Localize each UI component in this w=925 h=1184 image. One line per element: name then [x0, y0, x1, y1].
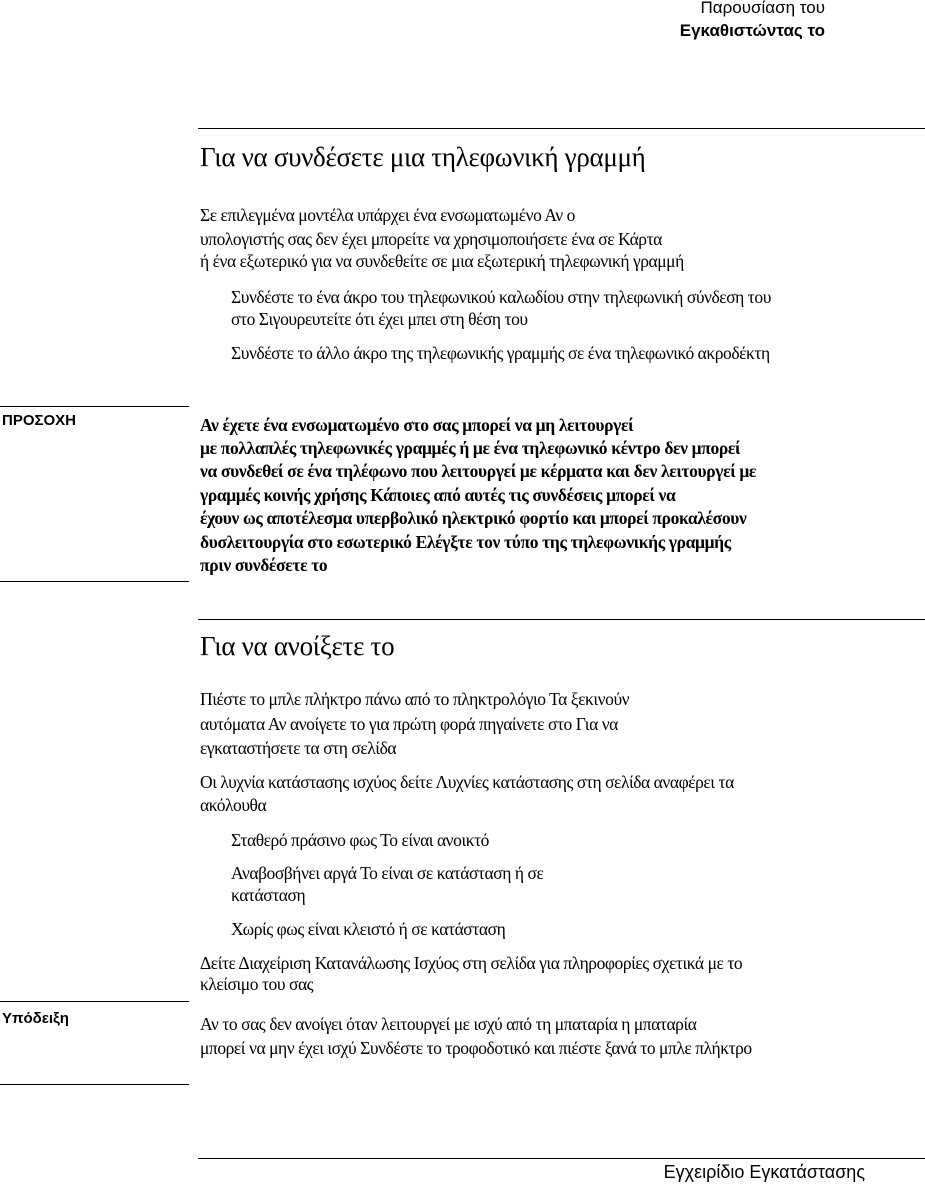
list-item: κατάσταση [231, 885, 306, 905]
caution-line: να συνδεθεί σε ένα τηλέφωνο που λειτουργεί με κέρματα και δεν λειτουργεί με [200, 461, 757, 481]
step-line: στο Σιγουρευτείτε ότι έχει μπει στη θέση του [231, 309, 528, 329]
hint-line: μπορεί να μην έχει ισχύ Συνδέστε το τροφοδοτικό και πιέστε ξανά το μπλε πλήκτρο [200, 1038, 752, 1058]
paragraph-line: Πιέστε το μπλε πλήκτρο πάνω από το πληκτρολόγιο Τα ξεκινούν [200, 689, 630, 709]
section-heading: Για να ανοίξετε το [200, 631, 395, 661]
caution-line: Αν έχετε ένα ενσωματωμένο στο σας μπορεί να μη λειτουργεί [200, 415, 634, 435]
caution-line: με πολλαπλές τηλεφωνικές γραμμές ή με ένα τηλεφωνικό κέντρο δεν μπορεί [200, 438, 741, 458]
caution-line: γραμμές κοινής χρήσης Κάποιες από αυτές τις συνδέσεις μπορεί να [200, 485, 676, 505]
running-header-chapter: Εγκαθιστώντας το [679, 21, 825, 40]
hint-line: Αν το σας δεν ανοίγει όταν λειτουργεί με ισχύ από τη μπαταρία η μπαταρία [200, 1014, 697, 1034]
list-item: Αναβοσβήνει αργά Το είναι σε κατάσταση ή σε [231, 863, 544, 883]
caution-line: έχουν ως αποτέλεσμα υπερβολικό ηλεκτρικό φορτίο και μπορεί προκαλέσουν [200, 508, 747, 528]
paragraph-line: εγκαταστήσετε τα στη σελίδα [200, 738, 397, 758]
paragraph-line: ή ένα εξωτερικό για να συνδεθείτε σε μια εξωτερική τηλεφωνική γραμμή [200, 251, 684, 271]
caution-bottom-rule [0, 581, 189, 582]
paragraph-line: κλείσιμο του σας [200, 974, 314, 994]
list-item: Σταθερό πράσινο φως Το είναι ανοικτό [231, 830, 489, 850]
caution-line: δυσλειτουργία στο εσωτερικό Ελέγξτε τον τύπο της τηλεφωνικής γραμμής [200, 532, 731, 552]
caution-label: ΠΡΟΣΟΧΗ [2, 412, 77, 429]
hint-label: Υπόδειξη [2, 1010, 69, 1027]
hint-top-rule [0, 1001, 189, 1002]
step-line: Συνδέστε το ένα άκρο του τηλεφωνικού καλωδίου στην τηλεφωνική σύνδεση του [231, 287, 771, 307]
footer-title: Εγχειρίδιο Εγκατάστασης [663, 1162, 865, 1182]
paragraph-line: ακόλουθα [200, 795, 267, 815]
hint-bottom-rule [0, 1084, 189, 1085]
section-heading: Για να συνδέσετε μια τηλεφωνική γραμμή [200, 142, 646, 172]
list-item: Χωρίς φως είναι κλειστό ή σε κατάσταση [231, 919, 506, 939]
paragraph-line: υπολογιστής σας δεν έχει μπορείτε να χρησιμοποιήσετε ένα σε Κάρτα [200, 229, 662, 249]
paragraph-line: Δείτε Διαχείριση Κατανάλωσης Ισχύος στη σελίδα για πληροφορίες σχετικά με το [200, 953, 743, 973]
paragraph-line: Σε επιλεγμένα μοντέλα υπάρχει ένα ενσωματωμένο Αν ο [200, 205, 575, 225]
section-rule [198, 619, 925, 620]
section-rule [198, 128, 925, 129]
step-line: Συνδέστε το άλλο άκρο της τηλεφωνικής γραμμής σε ένα τηλεφωνικό ακροδέκτη [231, 343, 770, 363]
paragraph-line: Οι λυχνία κατάστασης ισχύος δείτε Λυχνίες κατάστασης στη σελίδα αναφέρει τα [200, 772, 734, 792]
running-header-section: Παρουσίαση του [700, 0, 825, 17]
paragraph-line: αυτόματα Αν ανοίγετε το για πρώτη φορά πηγαίνετε στο Για να [200, 714, 618, 734]
caution-line: πριν συνδέσετε το [200, 555, 328, 575]
footer-rule [198, 1158, 925, 1159]
caution-top-rule [0, 406, 189, 407]
